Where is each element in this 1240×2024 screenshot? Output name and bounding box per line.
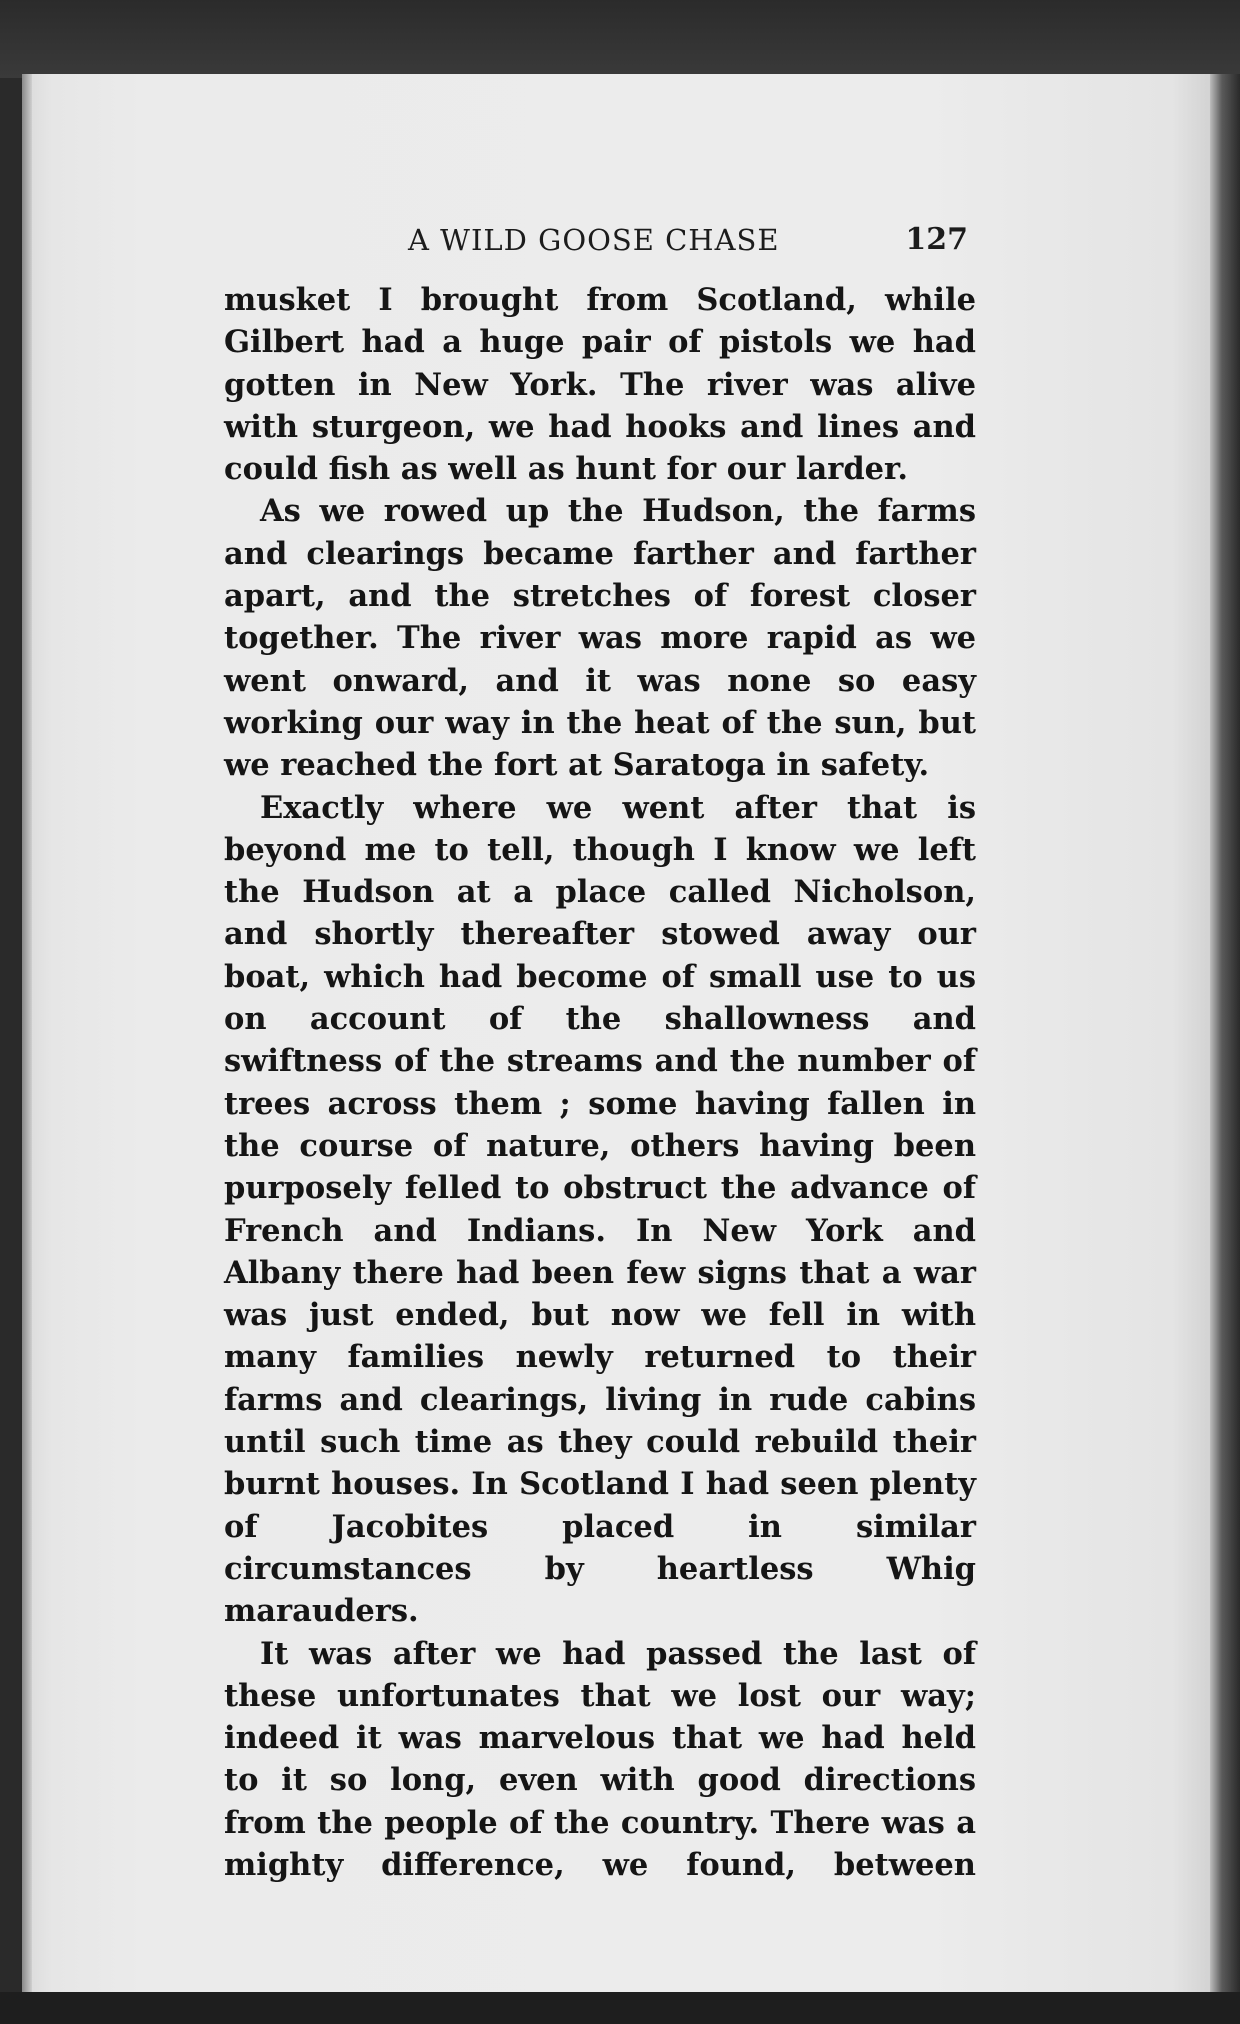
page-number: 127 bbox=[905, 222, 968, 257]
paragraph-4: It was after we had passed the last of these unfortunates that we lost our way; indeed it was marvelous that we had held to it so long, even with good directions from the people of the country. There was a mighty difference, we found, between bbox=[224, 1635, 976, 1883]
page-header bbox=[228, 220, 968, 260]
page-gutter-edge bbox=[22, 74, 32, 1994]
scan-border-top bbox=[0, 0, 1240, 78]
body-text bbox=[224, 279, 976, 1886]
paragraph-1: musket I brought from Scotland, while Gilbert had a huge pair of pistols we had gotten in New York. The river was alive with sturgeon, we had hooks and lines and could fish as well as hunt for our larder. bbox=[224, 282, 976, 488]
running-head: A WILD GOOSE CHASE bbox=[408, 223, 780, 257]
scan-border-bottom bbox=[0, 1992, 1240, 2024]
paragraph-2: As we rowed up the Hudson, the farms and clearings became farther and farther apart, and the stretches of forest closer together. The river was more rapid as we went onward, and it was none so easy working our way in the heat of the sun, but we reached the fort at Saratoga in safety. bbox=[224, 493, 976, 784]
paragraph-3: Exactly where we went after that is beyond me to tell, though I know we left the Hudson at a place called Nicholson, and shortly thereafter stowed away our boat, which had become of small use to us on account of the shallowness and swiftness of the streams and the number of trees across them ; some having fallen in the course of nature, others having been purposely felled to obstruct the advance of French and Indians. In New York and Albany there had been few signs that a war was just ended, but now we fell in with many families newly returned to their farms and clearings, living in rude cabins until such time as they could rebuild their burnt houses. In Scotland I had seen plenty of Jacobites placed in similar circumstances by heartless Whig marauders. bbox=[224, 789, 976, 1630]
page-fore-edge bbox=[1210, 74, 1240, 1994]
